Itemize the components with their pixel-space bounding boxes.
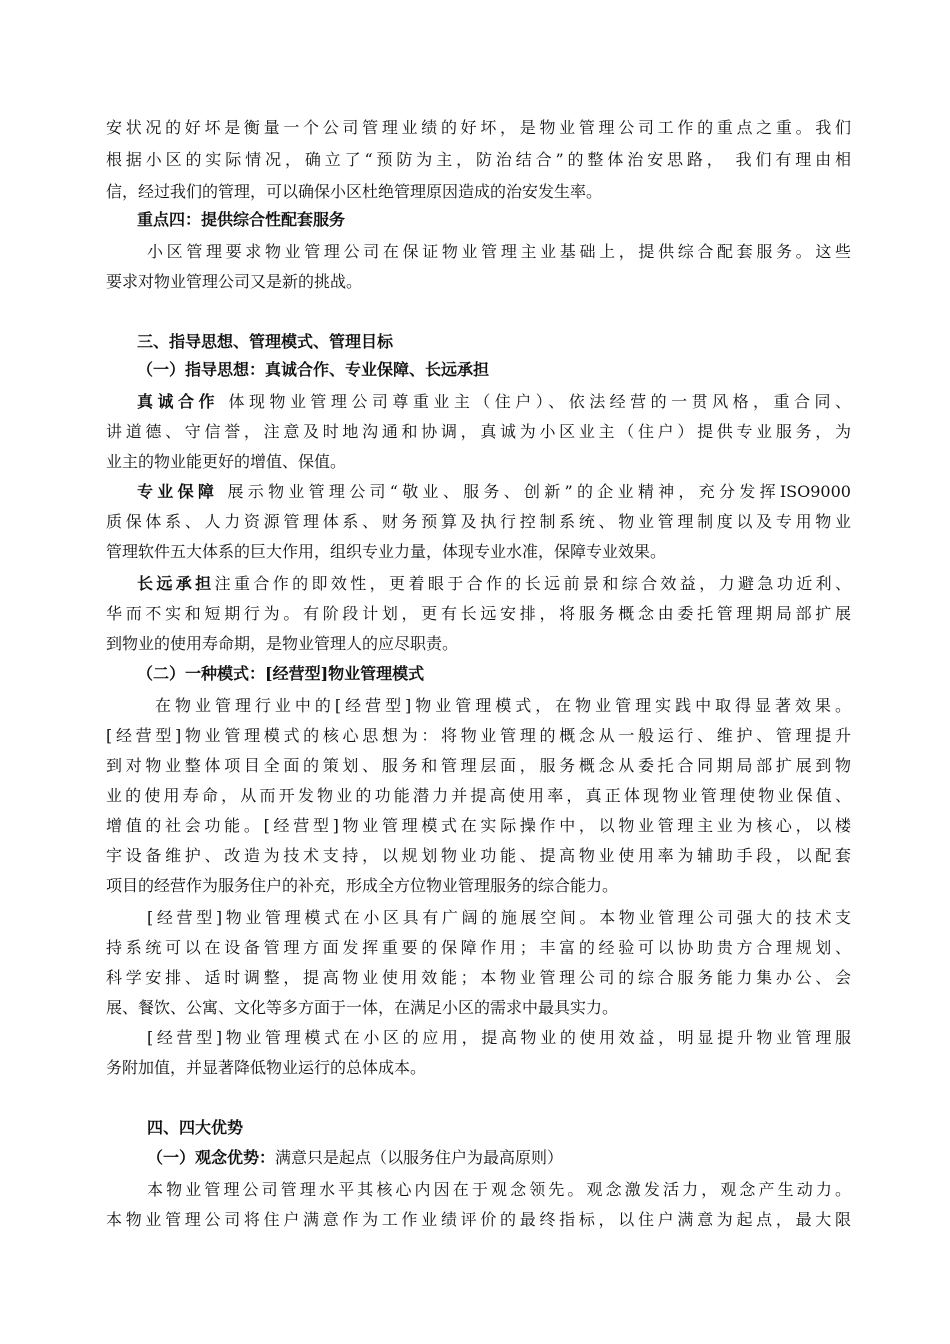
paragraph-line-pro bbox=[137, 478, 851, 506]
paragraph-line: 质保体系、人力资源管理体系、财务预算及执行控制系统、物业管理制度以及专用物业 bbox=[106, 512, 851, 531]
paragraph-line: 本物业管理公司管理水平其核心内因在于观念领先。观念激发活力，观念产生动力。 bbox=[147, 1180, 851, 1199]
section-heading-4: 四、四大优势 bbox=[147, 1118, 244, 1137]
paragraph-line: [经营型]物业管理模式的核心思想为：将物业管理的概念从一般运行、维护、管理提升 bbox=[106, 726, 851, 745]
term-longterm: 长远承担 bbox=[137, 574, 215, 593]
subheading-mode: （二）一种模式：[经营型]物业管理模式 bbox=[137, 664, 425, 683]
paragraph-line: 到对物业整体项目全面的策划、服务和管理层面，服务概念从委托合同期局部扩展到物 bbox=[106, 756, 851, 775]
paragraph-line: 到物业的使用寿命期，是物业管理人的应尽职责。 bbox=[106, 634, 459, 653]
subheading-label: （一）观念优势： bbox=[147, 1148, 276, 1167]
paragraph-line: 小区管理要求物业管理公司在保证物业管理主业基础上，提供综合配套服务。这些 bbox=[147, 242, 851, 261]
paragraph-line-longterm bbox=[137, 570, 851, 598]
subheading-concept bbox=[147, 1144, 851, 1172]
section-heading-key4: 重点四：提供综合性配套服务 bbox=[137, 210, 346, 229]
paragraph-line: 务附加值，并显著降低物业运行的总体成本。 bbox=[106, 1058, 427, 1077]
paragraph-line: 安状况的好坏是衡量一个公司管理业绩的好坏，是物业管理公司工作的重点之重。我们 bbox=[106, 118, 851, 137]
paragraph-line: 业主的物业能更好的增值、保值。 bbox=[106, 452, 347, 471]
term-sincere: 真诚合作 bbox=[137, 392, 219, 411]
paragraph-line: 业的使用寿命，从而开发物业的功能潜力并提高使用率，真正体现物业管理使物业保值、 bbox=[106, 786, 851, 805]
paragraph-line: 项目的经营作为服务住户的补充，形成全方位物业管理服务的综合能力。 bbox=[106, 876, 619, 895]
paragraph-line: 科学安排、适时调整，提高物业使用效能；本物业管理公司的综合服务能力集办公、会 bbox=[106, 968, 851, 987]
paragraph-line: 华而不实和短期行为。有阶段计划，更有长远安排，将服务概念由委托管理期局部扩展 bbox=[106, 604, 851, 623]
paragraph-text: 体现物业管理公司尊重业主（住户）、依法经营的一贯风格，重合同、 bbox=[218, 392, 851, 411]
paragraph-line: 根据小区的实际情况，确立了“预防为主，防治结合”的整体治安思路， 我们有理由相 bbox=[106, 150, 851, 169]
section-heading-3: 三、指导思想、管理模式、管理目标 bbox=[137, 332, 394, 351]
paragraph-line: 讲道德、守信誉，注意及时地沟通和协调，真诚为小区业主（住户）提供专业服务，为 bbox=[106, 422, 851, 441]
paragraph-line: 管理软件五大体系的巨大作用，组织专业力量，体现专业水准，保障专业效果。 bbox=[106, 542, 667, 561]
paragraph-line: 要求对物业管理公司又是新的挑战。 bbox=[106, 272, 363, 291]
paragraph-line: [经营型]物业管理模式在小区的应用，提高物业的使用效益，明显提升物业管理服 bbox=[147, 1028, 851, 1047]
paragraph-line: 持系统可以在设备管理方面发挥重要的保障作用；丰富的经验可以协助贵方合理规划、 bbox=[106, 938, 851, 957]
term-pro: 专业保障 bbox=[137, 482, 219, 501]
subheading-text: 满意只是起点（以服务住户为最高原则） bbox=[275, 1148, 564, 1167]
paragraph-text: 展示物业管理公司“敬业、服务、创新”的企业精神，充分发挥ISO9000 bbox=[218, 482, 851, 501]
paragraph-text: 注重合作的即效性，更着眼于合作的长远前景和综合效益，力避急功近利、 bbox=[214, 574, 851, 593]
paragraph-line: 本物业管理公司将住户满意作为工作业绩评价的最终指标，以住户满意为起点，最大限 bbox=[106, 1210, 851, 1229]
paragraph-line: 信，经过我们的管理，可以确保小区杜绝管理原因造成的治安发生率。 bbox=[106, 182, 603, 201]
subheading-guiding-thought: （一）指导思想：真诚合作、专业保障、长远承担 bbox=[137, 360, 490, 379]
paragraph-line: 在物业管理行业中的[经营型]物业管理模式，在物业管理实践中取得显著效果。 bbox=[155, 696, 851, 715]
paragraph-line-sincere bbox=[137, 388, 851, 416]
paragraph-line: 展、餐饮、公寓、文化等多方面于一体，在满足小区的需求中最具实力。 bbox=[106, 998, 619, 1017]
paragraph-line: 增值的社会功能。[经营型]物业管理模式在实际操作中，以物业管理主业为核心，以楼 bbox=[106, 816, 851, 835]
paragraph-line: 宇设备维护、改造为技术支持，以规划物业功能、提高物业使用率为辅助手段，以配套 bbox=[106, 846, 851, 865]
paragraph-line: [经营型]物业管理模式在小区具有广阔的施展空间。本物业管理公司强大的技术支 bbox=[147, 908, 851, 927]
